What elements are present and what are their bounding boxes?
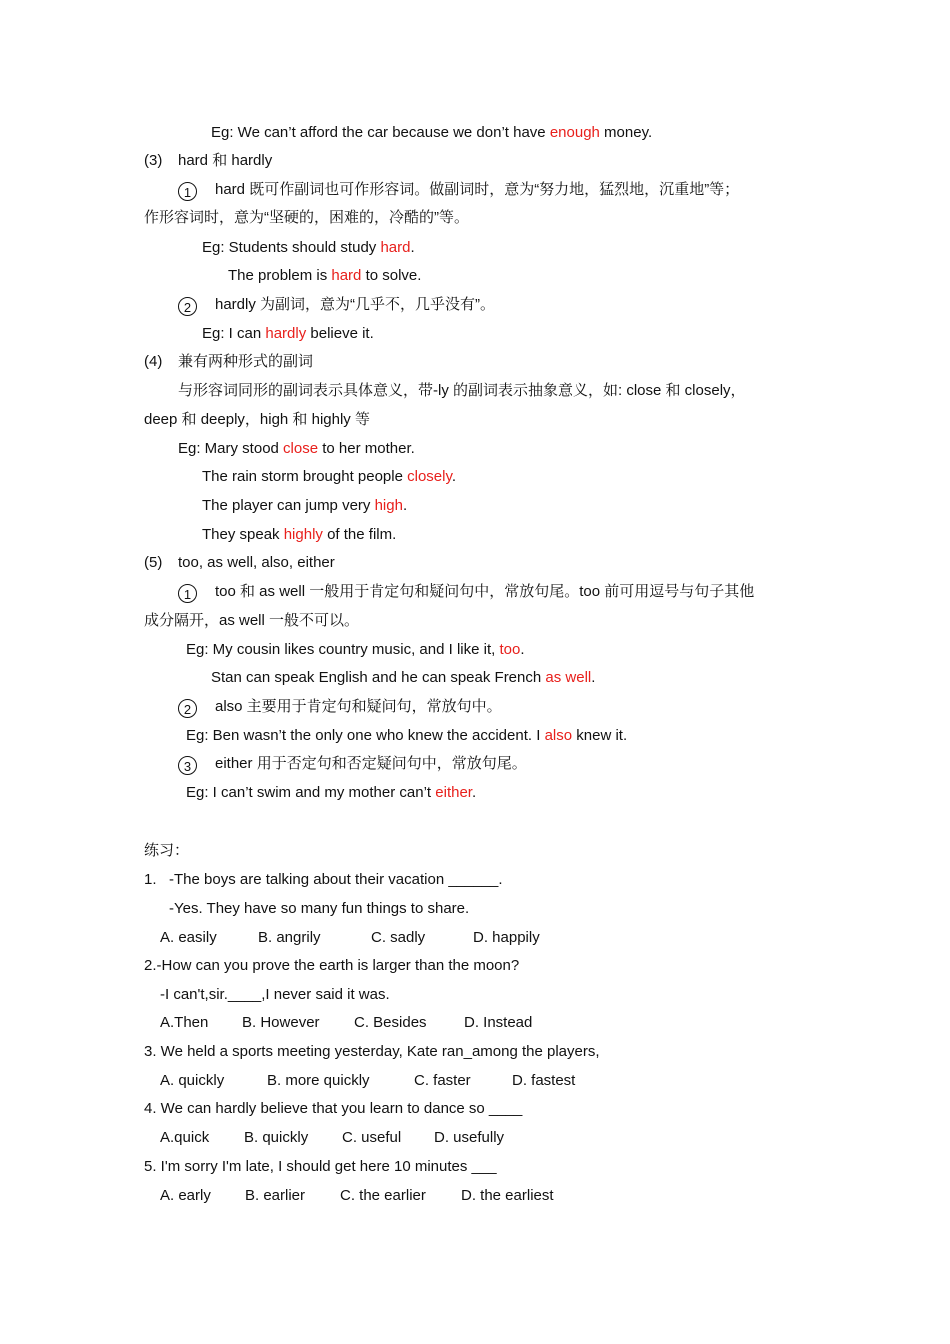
section-title: hard 和 hardly: [178, 152, 273, 169]
question-2-line-1: 2.-How can you prove the earth is larger than the moon?: [144, 957, 520, 974]
circled-number-2: 2: [178, 297, 197, 316]
section-3-point-2: [178, 295, 495, 316]
highlight-word: highly: [283, 526, 323, 543]
example-text: .: [410, 239, 415, 256]
question-text: -The boys are talking about their vacation ______.: [169, 871, 503, 888]
example-text: .: [471, 784, 477, 801]
highlight-word: close: [283, 440, 319, 457]
example-hard-2: [228, 266, 421, 286]
example-text: Eg: We can’t afford the car because we don’t have: [211, 124, 550, 141]
circled-number-3: 3: [178, 756, 197, 775]
option-b[interactable]: B. more quickly: [267, 1072, 370, 1089]
highlight-word: either: [435, 784, 472, 801]
example-text: .: [520, 641, 525, 658]
highlight-word: hardly: [265, 325, 307, 342]
question-number: 1.: [144, 871, 157, 888]
highlight-word: too: [499, 641, 521, 658]
option-d[interactable]: D. happily: [473, 929, 540, 946]
question-1-line-2: -Yes. They have so many fun things to share.: [169, 900, 470, 917]
section-title: too, as well, also, either: [178, 554, 335, 571]
example-text: .: [402, 497, 408, 514]
example-enough: [211, 123, 652, 143]
circled-number-1: 1: [178, 182, 197, 201]
question-3-options: [160, 1071, 575, 1091]
example-highly: [202, 525, 396, 545]
example-too: [186, 640, 524, 660]
option-d[interactable]: D. fastest: [512, 1072, 576, 1089]
circled-number-2: 2: [178, 699, 197, 718]
circled-number-1: 1: [178, 584, 197, 603]
option-a[interactable]: A.quick: [160, 1129, 210, 1146]
example-text: of the film.: [322, 526, 397, 543]
highlight-word: also: [544, 727, 573, 744]
section-number: (4): [144, 353, 163, 370]
section-5-point-1: [178, 582, 754, 603]
option-a[interactable]: A.Then: [160, 1014, 209, 1031]
section-3-heading: [144, 151, 272, 171]
option-c[interactable]: C. useful: [342, 1129, 402, 1146]
example-text: They speak: [202, 526, 284, 543]
section-5-heading: [144, 553, 335, 573]
section-number: (5): [144, 554, 163, 571]
section-5-point-1-cont: [144, 611, 359, 631]
highlight-word: high: [374, 497, 403, 514]
example-close: [178, 439, 415, 459]
paragraph-text: 与形容词同形的副词表示具体意义，带-ly 的副词表示抽象意义，如: close 和 closely，: [178, 382, 746, 399]
example-text: .: [591, 669, 596, 686]
example-text: knew it.: [572, 727, 628, 744]
example-text: Eg: Students should study: [202, 239, 381, 256]
question-1-line-1: [144, 870, 503, 890]
paragraph-text: too 和 as well 一般用于肯定句和疑问句中，常放句尾。too 前可用逗号与句子其他: [215, 583, 755, 600]
question-2-line-2: -I can't,sir.____,I never said it was.: [160, 986, 390, 1003]
question-3-line-1: 3. We held a sports meeting yesterday, Kate ran_among the players,: [144, 1043, 600, 1060]
section-4-paragraph-cont: [144, 410, 370, 430]
example-text: Eg: Ben wasn’t the only one who knew the accident. I: [186, 727, 545, 744]
example-text: believe it.: [306, 325, 374, 342]
option-b[interactable]: B. angrily: [258, 929, 321, 946]
question-5-line-1: 5. I'm sorry I'm late, I should get here 10 minutes ___: [144, 1158, 497, 1175]
example-text: Eg: My cousin likes country music, and I like it,: [186, 641, 500, 658]
section-5-point-2: [178, 697, 502, 718]
example-closely: [202, 467, 456, 487]
paragraph-text: either 用于否定句和否定疑问句中，常放句尾。: [215, 755, 527, 772]
question-5-options: [160, 1186, 554, 1206]
option-b[interactable]: B. earlier: [245, 1187, 306, 1204]
section-5-point-3: [178, 754, 527, 775]
question-4-options: [160, 1128, 504, 1148]
example-as-well: [211, 668, 595, 688]
paragraph-text: hard 既可作副词也可作形容词。做副词时，意为“努力地，猛烈地，沉重地”等；: [215, 181, 740, 198]
highlight-word: hard: [331, 267, 362, 284]
example-text: to her mother.: [318, 440, 415, 457]
example-text: The rain storm brought people: [202, 468, 408, 485]
example-high: [202, 496, 407, 516]
example-either: [186, 783, 476, 803]
example-text: Eg: I can: [202, 325, 266, 342]
section-4-heading: [144, 352, 313, 372]
option-d[interactable]: D. usefully: [434, 1129, 505, 1146]
option-c[interactable]: C. Besides: [354, 1014, 427, 1031]
highlight-word: as well: [545, 669, 592, 686]
example-text: The problem is: [228, 267, 332, 284]
section-title: 兼有两种形式的副词: [178, 353, 314, 370]
option-d[interactable]: D. the earliest: [461, 1187, 554, 1204]
highlight-word: closely: [407, 468, 452, 485]
example-text: Stan can speak English and he can speak French: [211, 669, 546, 686]
paragraph-text: hardly 为副词，意为“几乎不，几乎没有”。: [215, 296, 496, 313]
example-hardly: [202, 324, 374, 344]
example-text: money.: [599, 124, 653, 141]
option-b[interactable]: B. However: [242, 1014, 320, 1031]
section-4-paragraph: [178, 381, 746, 401]
question-1-options: [160, 928, 540, 948]
example-hard-1: [202, 238, 415, 258]
paragraph-text: deep 和 deeply，high 和 highly 等: [144, 411, 370, 428]
option-c[interactable]: C. the earlier: [340, 1187, 426, 1204]
highlight-word: hard: [380, 239, 411, 256]
example-also: [186, 726, 627, 746]
question-4-line-1: 4. We can hardly believe that you learn to dance so ____: [144, 1100, 523, 1117]
question-2-options: [160, 1013, 532, 1033]
paragraph-text: also 主要用于肯定句和疑问句，常放句中。: [215, 698, 502, 715]
option-c[interactable]: C. sadly: [371, 929, 426, 946]
paragraph-text: 成分隔开，as well 一般不可以。: [144, 612, 360, 629]
example-text: Eg: I can’t swim and my mother can’t: [186, 784, 436, 801]
section-3-point-1-cont: [144, 208, 469, 228]
practice-heading: 练习：: [144, 842, 190, 859]
example-text: to solve.: [361, 267, 422, 284]
paragraph-text: 作形容词时，意为“坚硬的，困难的，冷酷的”等。: [144, 209, 469, 226]
section-number: (3): [144, 152, 163, 169]
option-a[interactable]: A. early: [160, 1187, 211, 1204]
option-a[interactable]: A. quickly: [160, 1072, 225, 1089]
example-text: The player can jump very: [202, 497, 375, 514]
option-b[interactable]: B. quickly: [244, 1129, 309, 1146]
section-3-point-1: [178, 180, 739, 201]
example-text: .: [451, 468, 457, 485]
highlight-word: enough: [549, 124, 600, 141]
option-c[interactable]: C. faster: [414, 1072, 471, 1089]
option-a[interactable]: A. easily: [160, 929, 217, 946]
option-d[interactable]: D. Instead: [464, 1014, 533, 1031]
example-text: Eg: Mary stood: [178, 440, 284, 457]
